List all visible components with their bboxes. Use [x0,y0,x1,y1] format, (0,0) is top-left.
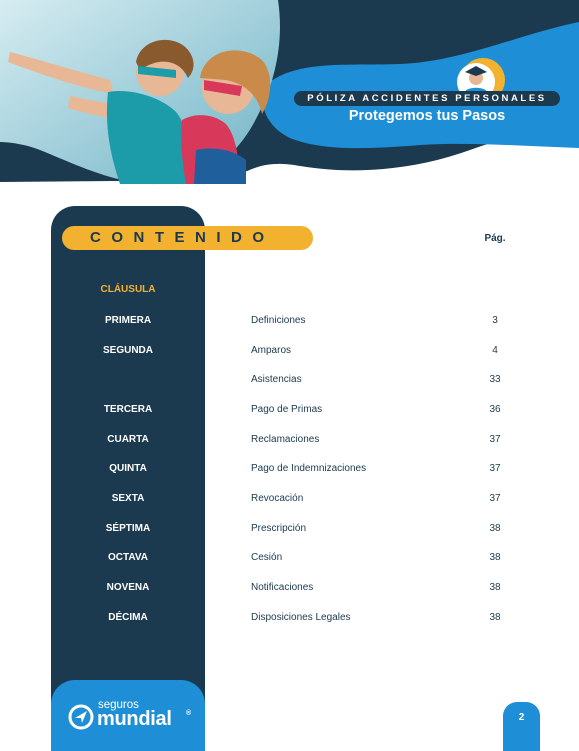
toc-clause: SEGUNDA [102,345,153,356]
toc-page: 37 [489,434,501,445]
toc-section: Notificaciones [251,582,314,593]
toc-row[interactable] [0,582,579,596]
toc-section: Asistencias [251,374,302,385]
toc-row[interactable] [0,315,579,329]
toc-clause: NOVENA [106,582,150,593]
toc-clause: DÉCIMA [108,612,148,623]
page-number: 2 [503,702,540,751]
toc-page: 4 [492,345,498,356]
toc-page: 37 [489,493,501,504]
header-banner [0,0,579,200]
toc-page: 38 [489,552,501,563]
toc-clause: QUINTA [109,463,147,474]
toc-row[interactable] [0,434,579,448]
toc-page: 33 [489,374,501,385]
toc-section: Cesión [251,552,283,563]
compass-arrow-icon [68,704,94,730]
policy-title: PÓLIZA ACCIDENTES PERSONALES [294,91,560,106]
toc-section: Revocación [251,493,304,504]
toc-page: 37 [489,463,501,474]
clause-column-label: CLÁUSULA [100,284,156,295]
toc-clause: SÉPTIMA [105,523,151,534]
toc-clause: CUARTA [107,434,149,445]
toc-section: Amparos [251,345,292,356]
toc-clause: PRIMERA [104,315,152,326]
toc-clause: OCTAVA [108,552,148,563]
page-column-label: Pág. [484,233,506,244]
toc-page: 38 [489,582,501,593]
toc-section: Pago de Primas [251,404,323,415]
toc-row[interactable] [0,374,579,388]
toc-section: Reclamaciones [251,434,320,445]
logo-text-seguros: seguros [98,699,139,711]
contents-title: CONTENIDO [62,226,313,250]
tagline: Protegemos tus Pasos [348,108,506,124]
toc-row[interactable] [0,612,579,626]
toc-row[interactable] [0,523,579,537]
toc-section: Definiciones [251,315,306,326]
toc-clause: SEXTA [111,493,145,504]
toc-section: Pago de Indemnizaciones [251,463,367,474]
toc-page: 38 [489,612,501,623]
logo-registered-mark: ® [186,710,192,717]
toc-clause: TERCERA [103,404,153,415]
toc-row[interactable] [0,463,579,477]
toc-page: 36 [489,404,501,415]
toc-row[interactable] [0,404,579,418]
toc-section: Prescripción [251,523,307,534]
toc-page: 38 [489,523,501,534]
logo-text-mundial: mundial [97,708,172,730]
toc-row[interactable] [0,552,579,566]
toc-row[interactable] [0,345,579,359]
toc-row[interactable] [0,493,579,507]
toc-page: 3 [492,315,498,326]
toc-section: Disposiciones Legales [251,612,351,623]
